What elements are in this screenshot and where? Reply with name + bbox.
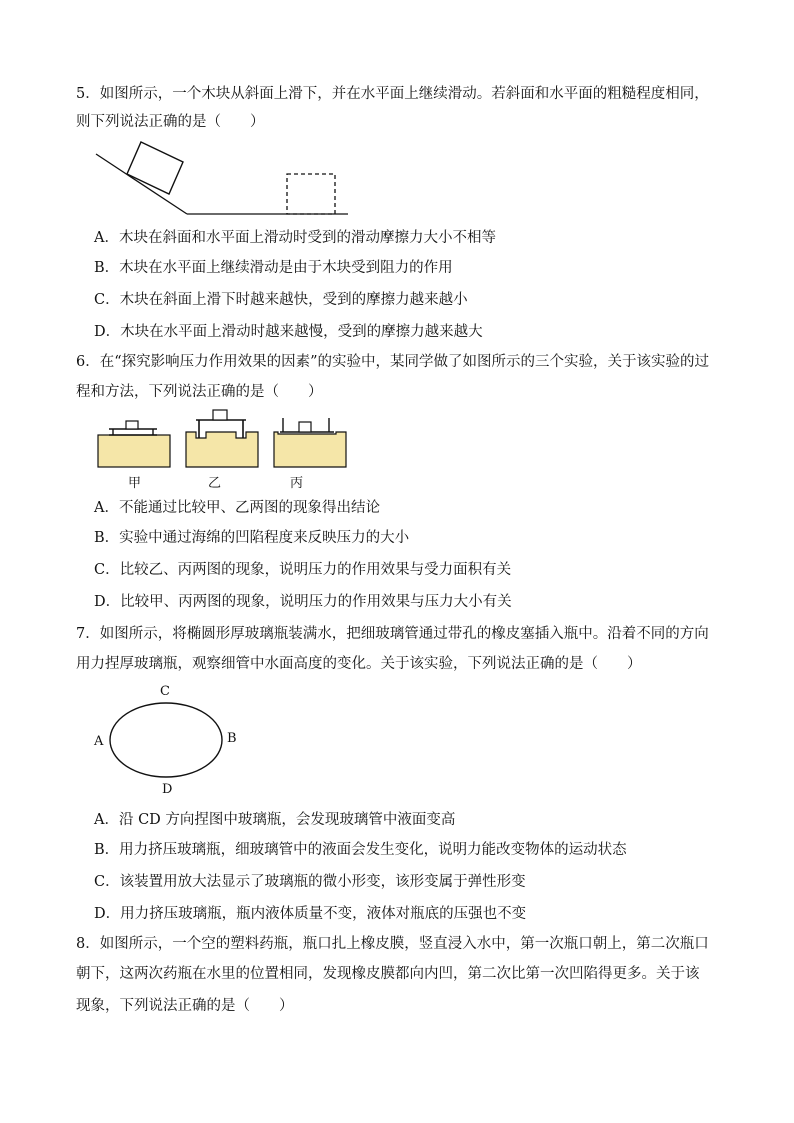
q7-option-d: D．用力挤压玻璃瓶，瓶内液体质量不变，液体对瓶底的压强也不变 xyxy=(94,906,527,922)
q5-option-c: C．木块在斜面上滑下时越来越快，受到的摩擦力越来越小 xyxy=(94,292,468,308)
q6-label-yi: 乙 xyxy=(208,476,222,491)
q6-option-b: B．实验中通过海绵的凹陷程度来反映压力的大小 xyxy=(94,530,410,546)
q7-option-a: A．沿 CD 方向捏图中玻璃瓶，会发现玻璃管中液面变高 xyxy=(94,812,456,828)
sponge-bing xyxy=(274,418,346,467)
q8-stem-line-1: 8．如图所示，一个空的塑料药瓶，瓶口扎上橡皮膜，竖直浸入水中，第一次瓶口朝上，第二次瓶口 xyxy=(76,936,709,952)
q6-option-a: A．不能通过比较甲、乙两图的现象得出结论 xyxy=(94,500,380,516)
block-dashed-outline xyxy=(287,174,335,214)
q7-option-c: C．该装置用放大法显示了玻璃瓶的微小形变，该形变属于弹性形变 xyxy=(94,874,526,890)
q7-stem-line-1: 7．如图所示，将椭圆形厚玻璃瓶装满水，把细玻璃管通过带孔的橡皮塞插入瓶中。沿着不同的方向 xyxy=(76,626,709,642)
q5-incline-figure xyxy=(90,136,360,222)
q5-option-b: B．木块在水平面上继续滑动是由于木块受到阻力的作用 xyxy=(94,260,453,276)
q7-ellipse-bottle xyxy=(104,700,228,780)
q7-option-b: B．用力挤压玻璃瓶，细玻璃管中的液面会发生变化，说明力能改变物体的运动状态 xyxy=(94,842,627,858)
sponge-jia xyxy=(98,421,170,467)
q6-label-jia: 甲 xyxy=(128,476,142,491)
q7-label-b: B xyxy=(227,731,237,746)
q7-label-d: D xyxy=(162,782,173,797)
q7-label-a: A xyxy=(94,734,104,749)
q8-stem-line-2: 朝下，这两次药瓶在水里的位置相同，发现橡皮膜都向内凹，第二次比第一次凹陷得更多。关于该 xyxy=(76,966,700,982)
sponge-yi xyxy=(186,410,258,467)
q6-stem-line-1: 6．在“探究影响压力作用效果的因素”的实验中，某同学做了如图所示的三个实验，关于该实验的过 xyxy=(76,354,710,370)
block-on-incline xyxy=(127,142,183,194)
q5-stem-line-2: 则下列说法正确的是（ ） xyxy=(76,114,265,130)
q7-stem-line-2: 用力捏厚玻璃瓶，观察细管中水面高度的变化。关于该实验，下列说法正确的是（ ） xyxy=(76,656,642,672)
q5-stem-line-1: 5．如图所示，一个木块从斜面上滑下，并在水平面上继续滑动。若斜面和水平面的粗糙程度相同， xyxy=(76,86,709,102)
q6-label-bing: 丙 xyxy=(290,476,304,491)
q5-option-d: D．木块在水平面上滑动时越来越慢，受到的摩擦力越来越大 xyxy=(94,324,483,340)
q5-option-a: A．木块在斜面和水平面上滑动时受到的滑动摩擦力大小不相等 xyxy=(94,230,496,246)
q8-stem-line-3: 现象，下列说法正确的是（ ） xyxy=(76,998,294,1014)
q6-option-d: D．比较甲、丙两图的现象，说明压力的作用效果与压力大小有关 xyxy=(94,594,512,610)
q6-sponge-figure xyxy=(96,408,356,470)
q6-option-c: C．比较乙、丙两图的现象，说明压力的作用效果与受力面积有关 xyxy=(94,562,512,578)
q7-label-c: C xyxy=(160,684,170,699)
q6-stem-line-2: 程和方法，下列说法正确的是（ ） xyxy=(76,384,323,400)
